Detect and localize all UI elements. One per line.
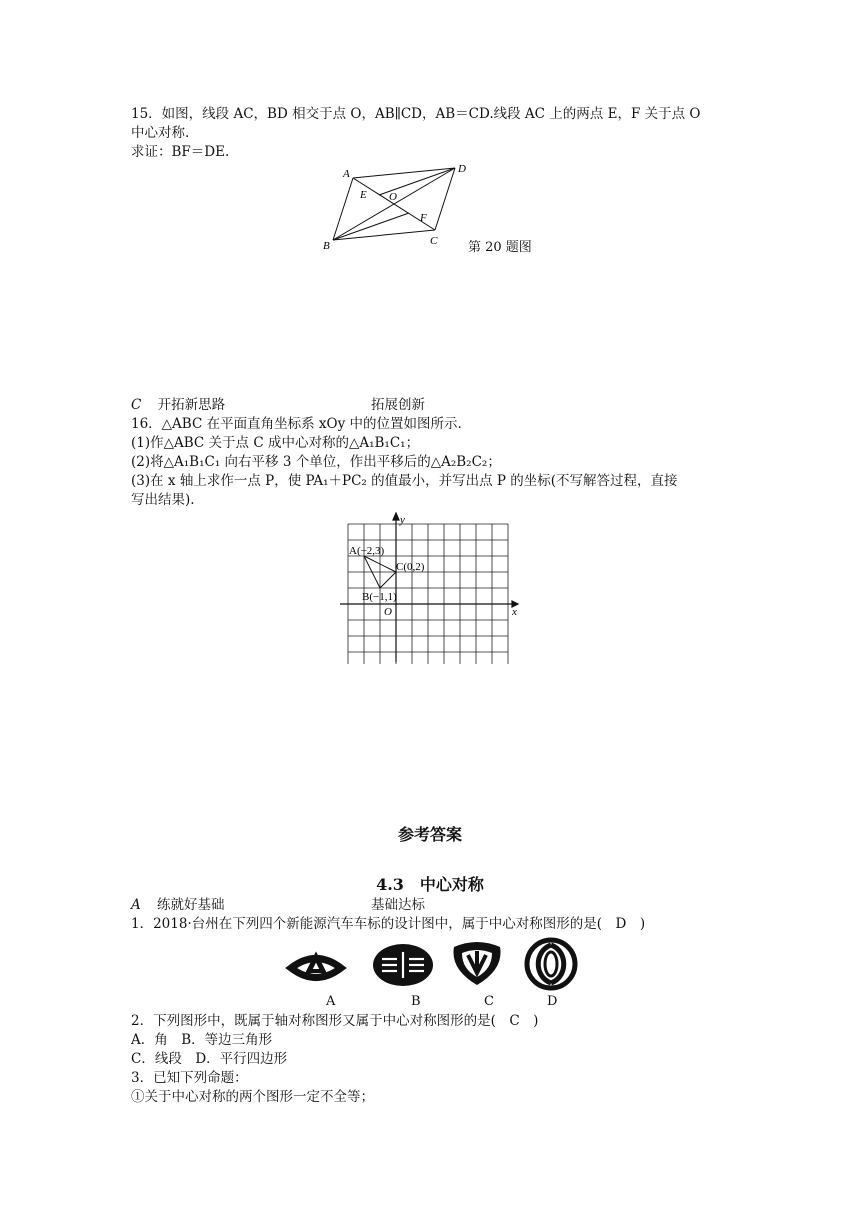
answers-heading: 参考答案 [397, 825, 462, 844]
q1-option-b: B [411, 994, 421, 1009]
point-D-label: D [458, 163, 466, 175]
logo-option-a-icon [285, 947, 347, 989]
x-axis-label: x [512, 606, 517, 618]
q16-part1: (1)作△ABC 关于点 C 成中心对称的△A₁B₁C₁； [131, 435, 420, 451]
level-a-title: 练就好基础 [157, 897, 225, 913]
section-c-label: C [131, 397, 142, 413]
point-F-label: F [420, 212, 427, 224]
q15-line2: 中心对称. [131, 125, 190, 141]
logo-option-b-icon [372, 943, 434, 987]
origin-label: O [384, 606, 392, 618]
point-A-label: A [343, 168, 350, 180]
section-c-subtitle: 拓展创新 [371, 397, 425, 413]
point-O-label: O [389, 191, 397, 203]
q15-line1: 15．如图，线段 AC，BD 相交于点 O，AB∥CD，AB＝CD.线段 AC 上的两点 E，F 关于点 O [131, 106, 701, 122]
q1-option-c: C [484, 994, 494, 1009]
q1-option-a: A [326, 994, 336, 1009]
answers-section-title: 4.3 中心对称 [376, 875, 484, 894]
level-a-heading [131, 896, 425, 914]
answer-q2-options-cd: C．线段 D．平行四边形 [131, 1051, 288, 1067]
y-axis-arrow-icon [393, 513, 399, 520]
q15-figure-caption: 第 20 题图 [468, 240, 532, 255]
q16-coordinate-grid [340, 512, 520, 664]
logo-option-c-icon [450, 939, 504, 987]
point-A-coord-label: A(−2,3) [349, 545, 385, 557]
point-B-label: B [323, 240, 330, 252]
point-B-coord-label: B(−1,1) [362, 591, 397, 603]
answer-q2-options-ab: A．角 B．等边三角形 [131, 1032, 273, 1048]
q15-line3: 求证：BF＝DE. [131, 144, 230, 160]
answer-q1: 1．2018·台州在下列四个新能源汽车车标的设计图中，属于中心对称图形的是( D ) [131, 916, 646, 932]
y-axis-label: y [400, 514, 405, 526]
answer-q3-item1: ①关于中心对称的两个图形一定不全等； [131, 1089, 374, 1105]
level-a-subtitle: 基础达标 [371, 897, 425, 913]
answer-q3: 3．已知下列命题： [131, 1070, 248, 1086]
logo-option-d-icon [524, 937, 578, 991]
answer-q2: 2．下列图形中，既属于轴对称图形又属于中心对称图形的是( C ) [131, 1013, 539, 1029]
section-c-title: 开拓新思路 [157, 397, 226, 413]
section-c-heading [131, 396, 425, 414]
q16-part3b: 写出结果). [131, 492, 195, 508]
level-a-label: A [131, 897, 141, 913]
point-E-label: E [360, 189, 367, 201]
q16-part2: (2)将△A₁B₁C₁ 向右平移 3 个单位，作出平移后的△A₂B₂C₂； [131, 454, 501, 470]
q1-option-d: D [547, 994, 558, 1009]
point-C-label: C [430, 235, 438, 247]
q16-intro: 16．△ABC 在平面直角坐标系 xOy 中的位置如图所示. [131, 416, 462, 432]
point-C-coord-label: C(0,2) [396, 561, 425, 573]
q16-part3a: (3)在 x 轴上求作一点 P，使 PA₁＋PC₂ 的值最小，并写出点 P 的坐标(不写解答过程，直接 [131, 473, 678, 489]
